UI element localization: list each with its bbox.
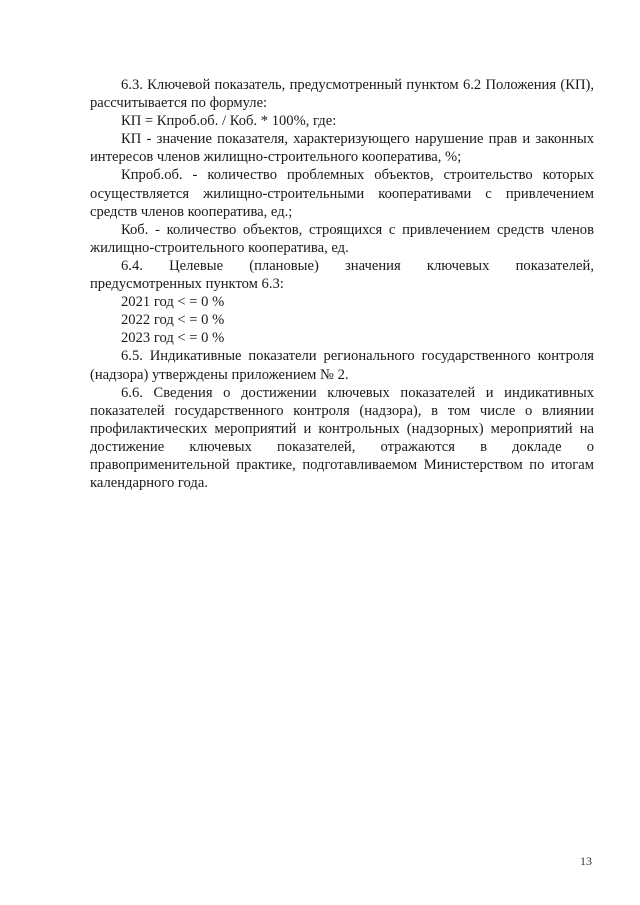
definition-kprob: Кпроб.об. - количество проблемных объектов, строительство которых осуществляется жилищно-строительными кооперативами с привлечением средств членов кооператива, ед.; [90, 167, 594, 220]
paragraph-6-6: 6.6. Сведения о достижении ключевых показателей и индикативных показателей государственного контроля (надзора), в том числе о влиянии профилактических мероприятий и контрольных (надзорных) мероприятий на достижение ключевых показателей, отражаются в докладе о правоприменительной практике, подготавливаемом Министерством по итогам календарного года. [90, 384, 594, 492]
target-2022: 2022 год < = 0 % [121, 312, 225, 329]
page-number: 13 [580, 854, 592, 868]
target-2023: 2023 год < = 0 % [121, 330, 225, 347]
definition-kob: Коб. - количество объектов, строящихся с привлечением средств членов жилищно-строительного кооператива, ед. [90, 221, 594, 256]
formula-line: КП = Кпроб.об. / Коб. * 100%, где: [121, 113, 337, 130]
document-body [90, 76, 594, 492]
paragraph-6-4: 6.4. Целевые (плановые) значения ключевых показателей, предусмотренных пунктом 6.3: [90, 257, 594, 293]
definition-kp: КП - значение показателя, характеризующего нарушение прав и законных интересов членов жилищно-строительного кооператива, %; [90, 131, 594, 166]
paragraph-6-3: 6.3. Ключевой показатель, предусмотренный пунктом 6.2 Положения (КП), рассчитывается по формуле: [90, 77, 594, 112]
target-2021: 2021 год < = 0 % [121, 294, 225, 311]
paragraph-6-5: 6.5. Индикативные показатели регионального государственного контроля (надзора) утверждены приложением № 2. [90, 348, 594, 383]
